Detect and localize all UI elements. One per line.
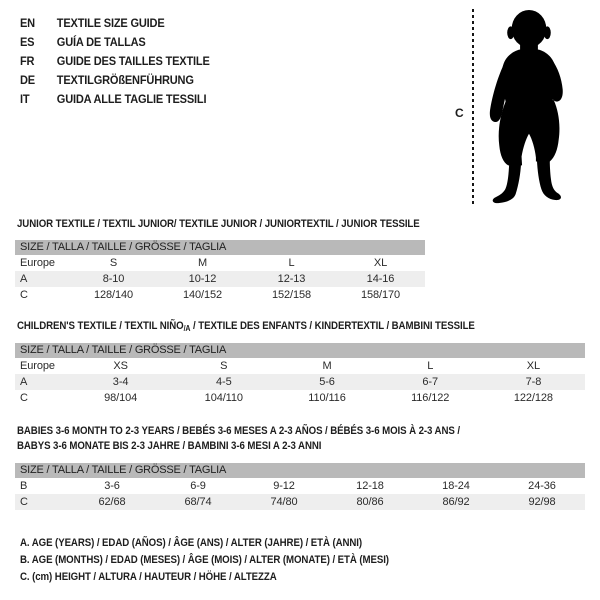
language-row — [20, 70, 210, 89]
row-label: A — [20, 273, 28, 285]
cell: 6-9 — [190, 480, 206, 492]
cell: 158/170 — [360, 289, 401, 301]
children-title-subscript: /A — [183, 324, 191, 333]
children-table-title — [17, 319, 475, 336]
cell: L — [427, 360, 434, 372]
junior-table-rows — [15, 255, 425, 303]
cell: XL — [526, 360, 541, 372]
footnote-age-years: A. AGE (YEARS) / EDAD (AÑOS) / ÂGE (ANS) / ALTER (JAHRE) / ETÀ (ANNI) — [20, 537, 363, 549]
size-header-bar: SIZE / TALLA / TAILLE / GRÖSSE / TAGLIA — [15, 343, 585, 358]
children-table-rows — [15, 358, 585, 406]
cell: 24-36 — [528, 480, 556, 492]
cell: 86/92 — [442, 496, 470, 508]
cell: 92/98 — [528, 496, 556, 508]
size-header-bar: SIZE / TALLA / TAILLE / GRÖSSE / TAGLIA — [15, 240, 425, 255]
cell: 104/110 — [204, 392, 243, 404]
cell: 68/74 — [184, 496, 212, 508]
table-row — [15, 494, 585, 510]
cell: 12-18 — [356, 480, 384, 492]
toddler-silhouette-icon — [483, 8, 573, 206]
row-label: A — [20, 376, 28, 388]
language-row — [20, 13, 210, 32]
table-row — [15, 271, 425, 287]
cell: M — [197, 257, 208, 269]
row-label: C — [20, 289, 28, 301]
cell: 122/128 — [513, 392, 553, 404]
cell: XL — [373, 257, 388, 269]
size-header-bar: SIZE / TALLA / TAILLE / GRÖSSE / TAGLIA — [15, 463, 585, 478]
babies-size-table — [15, 463, 585, 510]
cell: 62/68 — [98, 496, 126, 508]
babies-title-line2: BABYS 3-6 MONATE BIS 2-3 JAHRE / BAMBINI 3-6 MESI A 2-3 ANNI — [17, 440, 322, 452]
cell: L — [288, 257, 295, 269]
cell: 10-12 — [188, 273, 217, 285]
language-title: GUIDE DES TAILLES TEXTILE — [56, 53, 210, 68]
row-label: B — [20, 480, 28, 492]
cell: 6-7 — [422, 376, 439, 388]
cell: 128/140 — [93, 289, 134, 301]
children-title-pre: CHILDREN'S TEXTILE / TEXTIL NIÑO — [17, 320, 184, 332]
cell: 3-6 — [104, 480, 120, 492]
cell: 5-6 — [319, 376, 335, 388]
table-row — [15, 358, 585, 374]
cell: M — [322, 360, 332, 372]
cell: 140/152 — [182, 289, 223, 301]
row-label: C — [20, 392, 28, 404]
cell: 12-13 — [277, 273, 306, 285]
language-code: DE — [20, 72, 35, 87]
cell: 110/116 — [308, 392, 346, 404]
cell: S — [220, 360, 228, 372]
language-title: GUÍA DE TALLAS — [56, 34, 146, 49]
cell: 116/122 — [411, 392, 450, 404]
cell: 3-4 — [112, 376, 129, 388]
cell: 98/104 — [104, 392, 138, 404]
children-size-table — [15, 343, 585, 406]
language-title: TEXTILGRÖßENFÜHRUNG — [56, 72, 194, 87]
height-measure-dashed-line — [472, 9, 474, 207]
cell: 18-24 — [442, 480, 470, 492]
babies-table-rows — [15, 478, 585, 510]
legend-footnotes — [20, 535, 389, 586]
language-title-list — [20, 13, 210, 108]
babies-table-title — [17, 424, 460, 454]
cell: S — [109, 257, 118, 269]
cell: 9-12 — [273, 480, 295, 492]
cell: 14-16 — [366, 273, 395, 285]
language-code: FR — [20, 53, 35, 68]
table-row — [15, 374, 585, 390]
table-row — [15, 390, 585, 406]
row-label: Europe — [20, 257, 55, 269]
babies-title-line1: BABIES 3-6 MONTH TO 2-3 YEARS / BEBÉS 3-6 MESES A 2-3 AÑOS / BÉBÉS 3-6 MOIS À 2-3 ANS / — [17, 425, 460, 437]
language-code: ES — [20, 34, 35, 49]
language-code: EN — [20, 15, 35, 30]
language-row — [20, 32, 210, 51]
cell: 74/80 — [270, 496, 298, 508]
cell: 152/158 — [271, 289, 312, 301]
language-title: GUIDA ALLE TAGLIE TESSILI — [56, 91, 207, 106]
children-title-post: / TEXTILE DES ENFANTS / KINDERTEXTIL / BAMBINI TESSILE — [190, 320, 475, 332]
footnote-age-months: B. AGE (MONTHS) / EDAD (MESES) / ÂGE (MOIS) / ALTER (MONATE) / ETÀ (MESI) — [20, 554, 389, 566]
table-row — [15, 478, 585, 494]
language-row — [20, 89, 210, 108]
junior-table-title: JUNIOR TEXTILE / TEXTIL JUNIOR/ TEXTILE JUNIOR / JUNIORTEXTIL / JUNIOR TESSILE — [17, 218, 420, 230]
language-title: TEXTILE SIZE GUIDE — [56, 15, 165, 30]
junior-size-table — [15, 240, 425, 303]
cell: 80/86 — [356, 496, 384, 508]
cell: 7-8 — [525, 376, 542, 388]
table-row — [15, 287, 425, 303]
table-row — [15, 255, 425, 271]
row-label: C — [20, 496, 28, 508]
cell: XS — [113, 360, 128, 372]
row-label: Europe — [20, 360, 55, 372]
language-row — [20, 51, 210, 70]
cell: 4-5 — [216, 376, 232, 388]
height-measure-label: C — [455, 106, 464, 120]
language-code: IT — [20, 91, 30, 106]
cell: 8-10 — [102, 273, 125, 285]
footnote-height: C. (cm) HEIGHT / ALTURA / HAUTEUR / HÖHE / ALTEZZA — [20, 571, 277, 583]
